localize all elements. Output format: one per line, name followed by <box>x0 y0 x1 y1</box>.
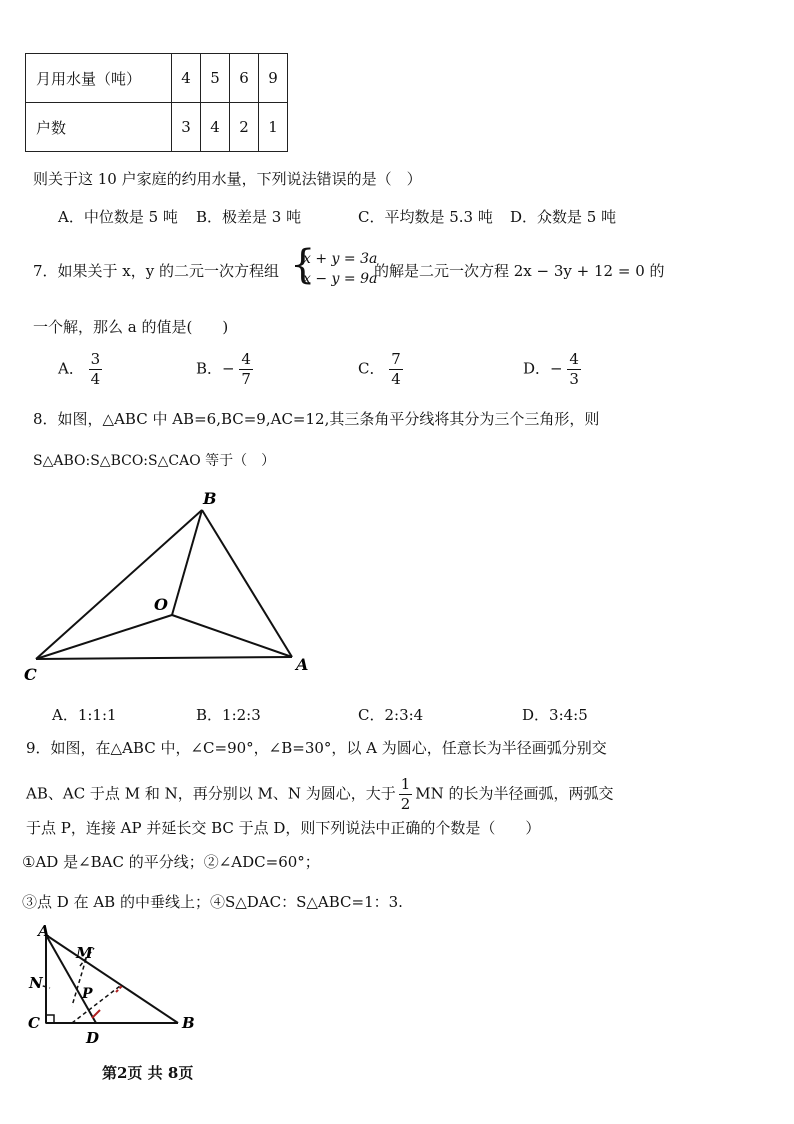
q8-triangle-figure <box>20 485 330 685</box>
fraction: $\frac{4}{7}$ <box>241 350 251 388</box>
q9-line-4: ①AD 是∠BAC 的平分线；②∠ADC=60°； <box>22 853 320 871</box>
q7-option-c: C． $\frac{7}{4}$ <box>358 350 401 388</box>
equation-2: x − y = 9a <box>303 271 378 287</box>
point-label-d: D <box>86 1029 100 1047</box>
q9-line-2: AB、AC 于点 M 和 N，再分别以 M、N 为圆心，大于 $\frac{1}{2}$ MN 的长为半径画弧，两弧交 <box>26 775 614 813</box>
q7-stem-a: 7．如果关于 x，y 的二元一次方程组 <box>33 262 280 280</box>
table-cell: 5 <box>201 54 230 103</box>
table-row <box>26 54 288 103</box>
brace-symbol: { <box>290 242 316 288</box>
q9-line-1: 9．如图，在△ABC 中，∠C=90°，∠B=30°，以 A 为圆心，任意长为半径画弧分别交 <box>26 739 607 757</box>
vertex-label-c: C <box>24 665 37 684</box>
q9-line-3: 于点 P，连接 AP 并延长交 BC 于点 D，则下列说法中正确的个数是（ ） <box>26 819 541 837</box>
point-label-o: O <box>154 595 168 614</box>
fraction-half: $\frac{1}{2}$ <box>400 775 411 813</box>
edge-ca <box>36 657 292 659</box>
point-label-b: B <box>182 1014 195 1032</box>
q9-line-5: ③点 D 在 AB 的中垂线上；④S△DAC：S△ABC=1：3. <box>22 893 403 911</box>
point-label-n: N <box>29 974 43 992</box>
vertex-label-a: A <box>296 655 309 674</box>
table-cell: 9 <box>259 54 288 103</box>
table-cell: 4 <box>172 54 201 103</box>
q8-option-a: A．1:1:1 <box>52 706 117 724</box>
equation-system <box>303 249 377 289</box>
q6-option-d: D．众数是 5 吨 <box>510 208 617 226</box>
bisector-co <box>36 615 172 659</box>
q6-option-c: C．平均数是 5.3 吨 <box>358 208 493 226</box>
table-row <box>26 103 288 152</box>
q6-option-a: A．中位数是 5 吨 <box>58 208 178 226</box>
table-cell: 3 <box>172 103 201 152</box>
right-angle-mark <box>46 1015 54 1023</box>
q8-option-b: B．1:2:3 <box>196 706 261 724</box>
vertex-label-b: B <box>203 489 217 508</box>
q6-option-b: B．极差是 3 吨 <box>196 208 302 226</box>
red-arc-mark <box>92 1010 100 1018</box>
edge-cb <box>36 510 202 659</box>
table-cell: 1 <box>259 103 288 152</box>
point-label-p: P <box>82 986 93 1002</box>
q9-triangle-figure <box>20 918 220 1058</box>
fraction: $\frac{3}{4}$ <box>90 350 101 388</box>
bisector-ao <box>172 615 292 657</box>
q7-option-d: D．− $\frac{4}{3}$ <box>523 350 579 388</box>
q8-stem: 8．如图，△ABC 中 AB=6,BC=9,AC=12,其三条角平分线将其分为三个三角形，则 <box>33 410 600 428</box>
q6-stem: 则关于这 10 户家庭的约用水量，下列说法错误的是（ ） <box>33 170 422 188</box>
q8-option-c: C．2:3:4 <box>358 706 424 724</box>
table-header-cell: 户数 <box>26 103 172 152</box>
fraction: $\frac{7}{4}$ <box>391 350 401 388</box>
table-cell: 2 <box>230 103 259 152</box>
bisector-bo <box>172 510 202 615</box>
q8-ratio: S△ABO:S△BCO:S△CAO 等于（ ） <box>33 453 276 469</box>
water-usage-table <box>25 53 288 152</box>
point-label-c: C <box>28 1014 40 1032</box>
equation-1: x + y = 3a <box>303 251 378 267</box>
table-cell: 4 <box>201 103 230 152</box>
q7-option-b: B．− $\frac{4}{7}$ <box>196 350 251 388</box>
point-label-a: A <box>38 922 50 940</box>
edge-ab <box>46 935 178 1023</box>
q7-stem-c: 一个解，那么 a 的值是( ) <box>33 318 229 336</box>
table-cell: 6 <box>230 54 259 103</box>
page-footer: 第2页 共 8页 <box>102 1064 194 1082</box>
q7-option-a: A． $\frac{3}{4}$ <box>58 350 101 388</box>
q7-stem-b: 的解是二元一次方程 2x − 3y + 12 = 0 的 <box>374 262 665 280</box>
table-header-cell: 月用水量（吨） <box>26 54 172 103</box>
fraction: $\frac{4}{3}$ <box>569 350 579 388</box>
point-label-m: M <box>76 944 93 962</box>
q8-option-d: D．3:4:5 <box>522 706 588 724</box>
edge-ba <box>202 510 292 657</box>
